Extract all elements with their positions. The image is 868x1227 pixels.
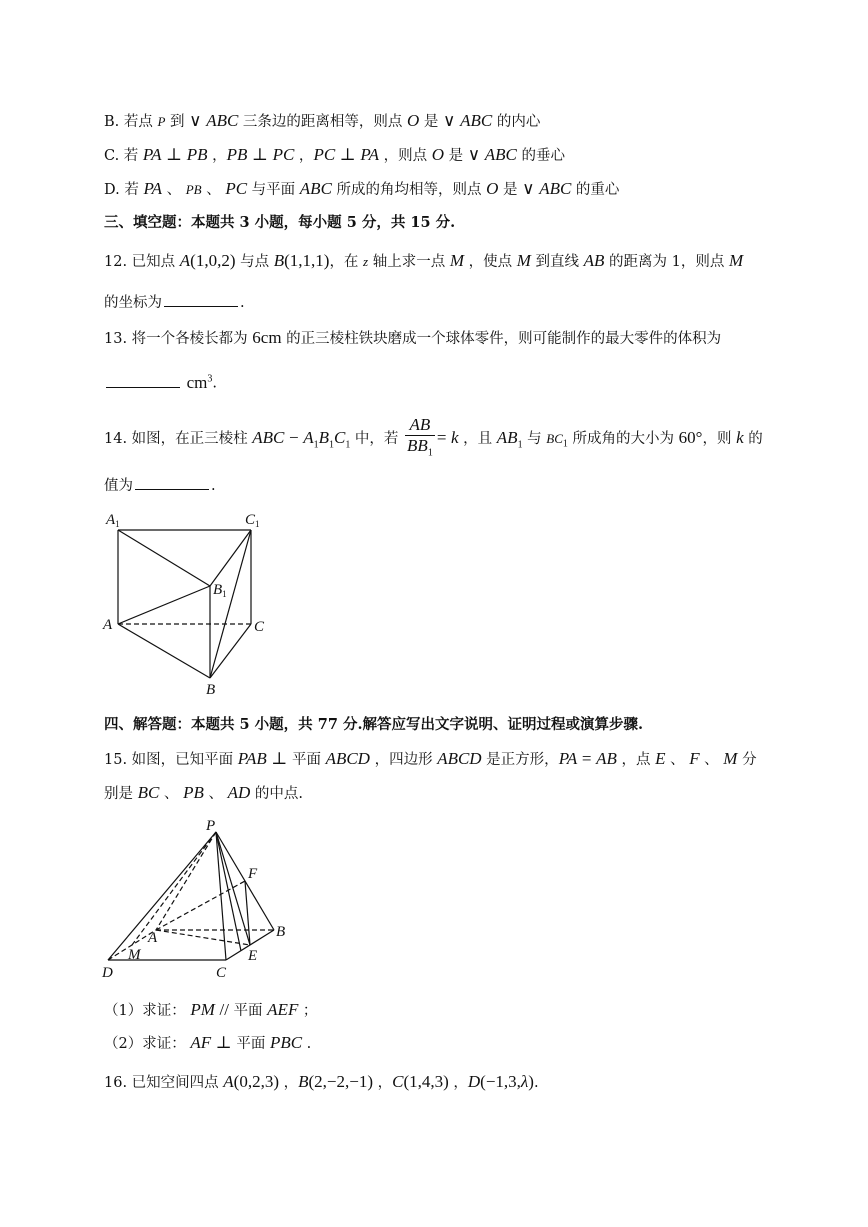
label-p: P bbox=[206, 818, 216, 834]
option-c: C. 若 PA ⊥ PB ，PB ⊥ PC ，PC ⊥ PA ，则点 O 是 ∨ ABC 的垂心 bbox=[104, 145, 565, 164]
question-12-line-2: 的坐标为 . bbox=[104, 292, 245, 314]
section-4-heading: 四、解答题：本题共 5 小题，共 77 分.解答应写出文字说明、证明过程或演算步骤. bbox=[104, 716, 644, 733]
label-a1: $A_1$ bbox=[106, 512, 120, 529]
label-m: M bbox=[128, 947, 141, 963]
question-14-line-1: 14. 如图，在正三棱柱 ABC − $A_1B_1C_1$ 中，若 $\frac{AB}{BB_1}$ = k ，且 $AB_1$ 与 $BC_1$ 所成角的大小为 60°，则 k 的 bbox=[104, 415, 763, 463]
question-15-part-1: （1）求证： PM // 平面 AEF ； bbox=[104, 1000, 318, 1019]
question-15-line-2: 别是 BC 、 PB 、 AD 的中点. bbox=[104, 783, 303, 802]
label-c: C bbox=[254, 619, 265, 635]
question-12-line-1: 12. 已知点 A(1,0,2) 与点 B(1,1,1)，在 z 轴上求一点 M ，使点 M 到直线 AB 的距离为 1，则点 M bbox=[104, 251, 744, 270]
q12-answer-blank[interactable] bbox=[164, 292, 238, 307]
label-a: A bbox=[103, 617, 113, 633]
prism-figure bbox=[100, 508, 280, 700]
question-15-part-2: （2）求证： AF ⊥ 平面 PBC . bbox=[104, 1033, 312, 1052]
label-c: C bbox=[216, 965, 227, 981]
label-b1: $B_1$ bbox=[213, 582, 227, 599]
question-13-line-1: 13. 将一个各棱长都为 6cm 的正三棱柱铁块磨成一个球体零件，则可能制作的最大零件的体积为 bbox=[104, 328, 722, 347]
label-f: F bbox=[248, 866, 258, 882]
pyramid-figure bbox=[100, 814, 300, 984]
label-b: B bbox=[276, 924, 286, 940]
label-e: E bbox=[248, 948, 258, 964]
option-b: B. 若点 P 到 ∨ ABC 三条边的距离相等，则点 O 是 ∨ ABC 的内心 bbox=[104, 111, 541, 130]
section-3-heading: 三、填空题：本题共 3 小题，每小题 5 分，共 15 分. bbox=[104, 214, 456, 231]
fraction-ab-bb1: $\frac{AB}{BB_1}$ bbox=[407, 415, 433, 459]
label-a: A bbox=[148, 930, 158, 946]
question-13-line-2: $cm^3$. bbox=[104, 368, 217, 395]
label-c1: $C_1$ bbox=[245, 512, 260, 529]
label-d: D bbox=[102, 965, 113, 981]
question-16: 16. 已知空间四点 A(0,2,3) ，B(2,−2,−1) ，C(1,4,3) ，D(−1,3,λ). bbox=[104, 1072, 539, 1091]
question-14-line-2: 值为 . bbox=[104, 475, 216, 497]
option-d: D. 若 PA 、 PB 、 PC 与平面 ABC 所成的角均相等，则点 O 是 ∨ ABC 的重心 bbox=[104, 179, 620, 198]
label-b: B bbox=[206, 682, 216, 698]
question-15-line-1: 15. 如图，已知平面 PAB ⊥ 平面 ABCD ，四边形 ABCD 是正方形，PA = AB ，点 E 、 F 、 M 分 bbox=[104, 749, 757, 768]
q13-answer-blank[interactable] bbox=[106, 373, 180, 388]
q14-answer-blank[interactable] bbox=[135, 475, 209, 490]
